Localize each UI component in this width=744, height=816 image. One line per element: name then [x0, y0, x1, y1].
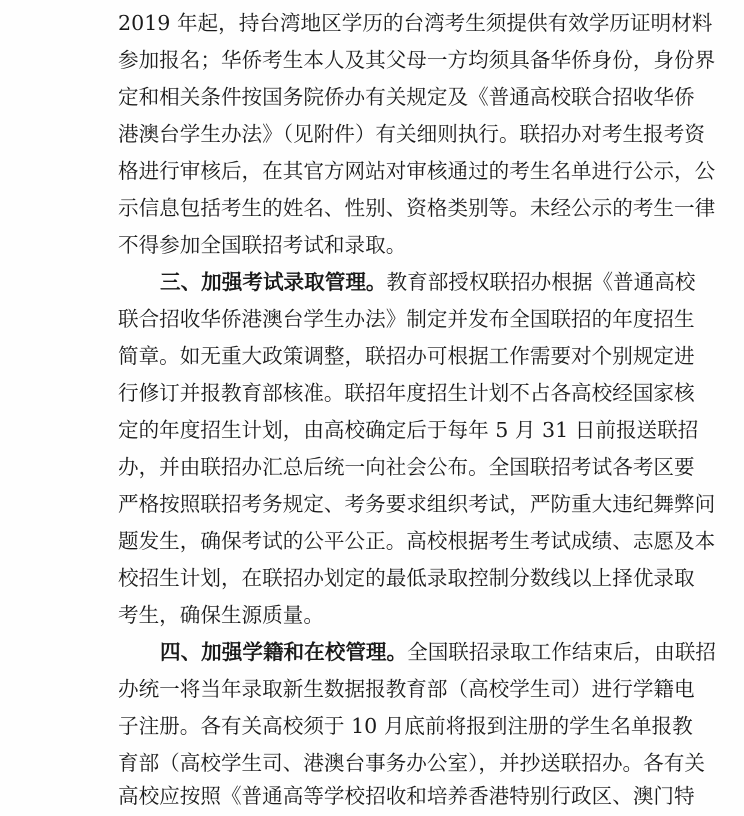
paragraph-line: 定和相关条件按国务院侨办有关规定及《普通高校联合招收华侨 [118, 85, 695, 109]
paragraph-line: 校招生计划，在联招办划定的最低录取控制分数线以上择优录取 [118, 566, 695, 590]
paragraph-line: 参加报名；华侨考生本人及其父母一方均须具备华侨身份，身份界 [118, 48, 716, 72]
paragraph-line: 示信息包括考生的姓名、性别、资格类别等。未经公示的考生一律 [118, 196, 716, 220]
paragraph-line: 办统一将当年录取新生数据报教育部（高校学生司）进行学籍电 [118, 677, 695, 701]
paragraph-line: 不得参加全国联招考试和录取。 [118, 233, 407, 257]
paragraph-line: 联合招收华侨港澳台学生办法》制定并发布全国联招的年度招生 [118, 307, 695, 331]
paragraph-line: 子注册。各有关高校须于 10 月底前将报到注册的学生名单报教 [118, 714, 693, 738]
paragraph-line: 行修订并报教育部核准。联招年度招生计划不占各高校经国家核 [118, 381, 695, 405]
paragraph-line: 育部（高校学生司、港澳台事务办公室），并抄送联招办。各有关 [118, 751, 705, 775]
paragraph-line: 定的年度招生计划，由高校确定后于每年 5 月 31 日前报送联招 [118, 418, 699, 442]
paragraph-line: 简章。如无重大政策调整，联招办可根据工作需要对个别规定进 [118, 344, 695, 368]
section-heading: 三、加强考试录取管理。 [160, 270, 387, 294]
paragraph-line: 港澳台学生办法》（见附件）有关细则执行。联招办对考生报考资 [118, 122, 705, 146]
paragraph-line: 格进行审核后，在其官方网站对审核通过的考生名单进行公示，公 [118, 159, 716, 183]
paragraph-line: 2019 年起，持台湾地区学历的台湾考生须提供有效学历证明材料 [118, 11, 713, 35]
section-heading: 四、加强学籍和在校管理。 [160, 640, 408, 664]
paragraph-line: 题发生，确保考试的公平公正。高校根据考生考试成绩、志愿及本 [118, 529, 716, 553]
paragraph-line: 高校应按照《普通高等学校招收和培养香港特别行政区、澳门特 [118, 784, 695, 808]
paragraph-line: 严格按照联招考务规定、考务要求组织考试，严防重大违纪舞弊问 [118, 492, 716, 516]
paragraph-line: 办，并由联招办汇总后统一向社会公布。全国联招考试各考区要 [118, 455, 695, 479]
section-heading-line: 三、加强考试录取管理。教育部授权联招办根据《普通高校 [160, 270, 696, 294]
section-heading-line: 四、加强学籍和在校管理。全国联招录取工作结束后，由联招 [160, 640, 717, 664]
paragraph-line: 考生，确保生源质量。 [118, 603, 324, 627]
